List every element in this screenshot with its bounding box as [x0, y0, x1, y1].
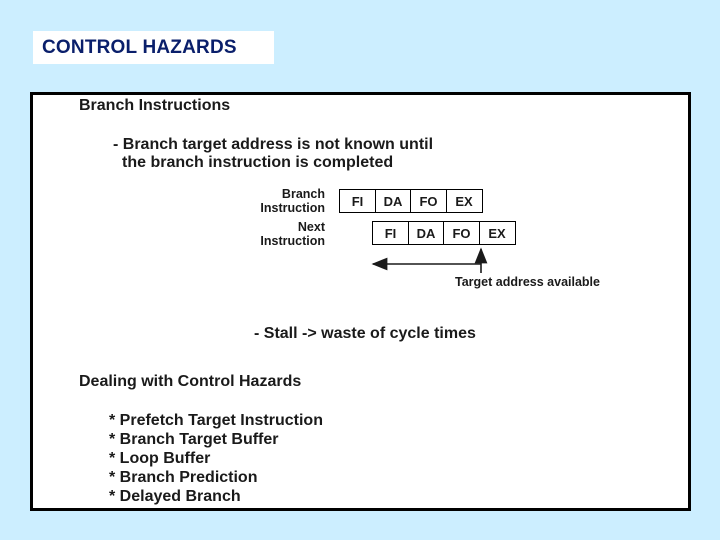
row-label-branch-line2: Instruction	[260, 201, 325, 215]
bullet-stall: - Stall -> waste of cycle times	[254, 325, 476, 342]
row-label-branch-line1: Branch	[281, 187, 325, 201]
list-item: * Branch Target Buffer	[109, 431, 279, 448]
stage-ex: EX	[479, 221, 516, 245]
stage-fo: FO	[443, 221, 480, 245]
stage-fi: FI	[339, 189, 376, 213]
target-address-note: Target address available	[455, 275, 600, 289]
list-item: * Branch Prediction	[109, 469, 258, 486]
section-heading-branch-instructions: Branch Instructions	[79, 97, 231, 114]
slide-title: CONTROL HAZARDS	[33, 31, 274, 64]
row-label-next-line2: Instruction	[260, 234, 325, 248]
list-item: * Delayed Branch	[109, 488, 241, 505]
stage-ex: EX	[446, 189, 483, 213]
methods-list	[109, 411, 323, 506]
section-heading-dealing: Dealing with Control Hazards	[79, 373, 302, 390]
stage-fi: FI	[372, 221, 409, 245]
pipeline-figure	[30, 92, 691, 511]
bullet-branch-target-line2: the branch instruction is completed	[122, 154, 394, 171]
list-item: * Loop Buffer	[109, 450, 211, 467]
row-label-next-line1: Next	[297, 220, 325, 234]
list-item: * Prefetch Target Instruction	[109, 412, 323, 429]
bullet-branch-target-line1: - Branch target address is not known until	[113, 136, 434, 153]
stage-da: DA	[375, 189, 412, 213]
stage-fo: FO	[410, 189, 447, 213]
stage-da: DA	[408, 221, 445, 245]
